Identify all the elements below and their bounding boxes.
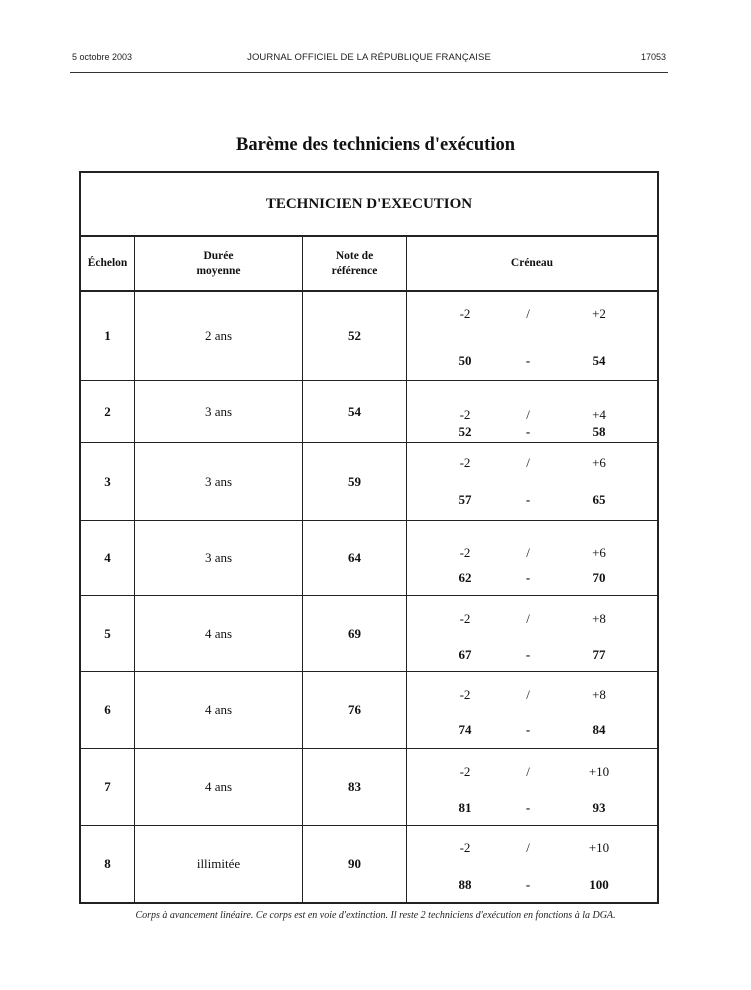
bareme-table — [79, 171, 659, 904]
cell-duree — [135, 749, 303, 825]
creneau-min: 74 — [458, 722, 472, 737]
creneau-dash: - — [525, 647, 531, 662]
creneau-offset-line — [407, 407, 657, 425]
creneau-max: 65 — [592, 492, 606, 507]
cell-creneau — [407, 826, 657, 902]
creneau-offset-line — [407, 545, 657, 563]
creneau-slash: / — [526, 764, 530, 779]
creneau-slash: / — [526, 545, 530, 560]
duree-value: 3 ans — [204, 403, 233, 419]
duree-value: 4 ans — [204, 702, 233, 717]
cell-duree — [135, 596, 303, 671]
note-value: 76 — [348, 702, 361, 717]
cell-echelon — [81, 381, 135, 442]
cell-echelon — [81, 672, 135, 748]
page-title: Barème des techniciens d'exécution — [236, 135, 515, 155]
cell-duree — [135, 292, 303, 380]
creneau-low-offset: -2 — [459, 764, 471, 779]
table-row — [81, 826, 657, 902]
cell-echelon — [81, 521, 135, 595]
echelon-value: 3 — [104, 473, 111, 489]
cell-note — [303, 292, 407, 380]
cell-creneau — [407, 521, 657, 595]
creneau-range-line — [407, 424, 657, 442]
creneau-low-offset: -2 — [459, 545, 471, 560]
creneau-range-line — [407, 800, 657, 818]
creneau-high-offset: +6 — [592, 545, 606, 560]
duree-value: 4 ans — [204, 625, 233, 641]
note-value: 83 — [348, 779, 361, 794]
echelon-value: 4 — [104, 550, 111, 565]
creneau-range-line — [407, 570, 657, 588]
creneau-min: 67 — [458, 647, 472, 662]
creneau-dash: - — [525, 424, 531, 439]
creneau-dash: - — [525, 570, 531, 585]
table-heading: TECHNICIEN D'EXECUTION — [81, 173, 657, 237]
creneau-high-offset: +8 — [592, 611, 606, 626]
cell-note — [303, 596, 407, 671]
creneau-slash: / — [526, 306, 530, 321]
cell-note — [303, 381, 407, 442]
cell-note — [303, 443, 407, 520]
creneau-slash: / — [526, 407, 530, 422]
creneau-slash: / — [526, 455, 530, 470]
duree-value: 3 ans — [204, 550, 233, 565]
creneau-min: 81 — [458, 800, 472, 815]
creneau-min: 50 — [458, 353, 472, 368]
cell-note — [303, 521, 407, 595]
duree-value: 3 ans — [204, 473, 233, 489]
creneau-dash: - — [525, 722, 531, 737]
table-row — [81, 381, 657, 443]
creneau-low-offset: -2 — [459, 306, 471, 321]
creneau-max: 100 — [589, 877, 609, 892]
creneau-range-line — [407, 492, 657, 510]
cell-echelon — [81, 749, 135, 825]
column-header-note — [303, 237, 407, 292]
creneau-offset-line — [407, 840, 657, 858]
note-value: 54 — [348, 403, 361, 419]
echelon-value: 2 — [104, 403, 111, 419]
cell-creneau — [407, 749, 657, 825]
cell-duree — [135, 672, 303, 748]
creneau-slash: / — [526, 611, 530, 626]
column-header-note-line2: référence — [331, 264, 378, 277]
cell-creneau — [407, 596, 657, 671]
creneau-max: 84 — [592, 722, 606, 737]
echelon-value: 7 — [104, 779, 111, 794]
column-header-duree-line1: Durée — [203, 249, 234, 262]
column-header-creneau — [407, 237, 657, 292]
creneau-slash: / — [526, 840, 530, 855]
cell-creneau — [407, 381, 657, 442]
cell-creneau — [407, 672, 657, 748]
creneau-max: 54 — [592, 353, 606, 368]
column-header-echelon — [81, 237, 135, 292]
table-row — [81, 749, 657, 826]
table-row — [81, 672, 657, 749]
duree-value: 4 ans — [204, 779, 233, 794]
cell-creneau — [407, 443, 657, 520]
cell-duree — [135, 826, 303, 902]
header-date: 5 octobre 2003 — [72, 52, 133, 62]
creneau-dash: - — [525, 492, 531, 507]
cell-duree — [135, 443, 303, 520]
creneau-range-line — [407, 877, 657, 895]
table-row — [81, 596, 657, 672]
creneau-high-offset: +2 — [592, 306, 606, 321]
creneau-dash: - — [525, 877, 531, 892]
creneau-min: 62 — [458, 570, 472, 585]
note-value: 69 — [348, 625, 361, 641]
creneau-low-offset: -2 — [459, 687, 471, 702]
table-row — [81, 292, 657, 381]
cell-duree — [135, 521, 303, 595]
creneau-high-offset: +10 — [588, 764, 610, 779]
creneau-offset-line — [407, 764, 657, 782]
creneau-low-offset: -2 — [459, 407, 471, 422]
creneau-min: 57 — [458, 492, 472, 507]
cell-echelon — [81, 292, 135, 380]
creneau-min: 52 — [458, 424, 472, 439]
column-header-echelon-label: Échelon — [87, 257, 128, 269]
creneau-max: 58 — [592, 424, 606, 439]
column-header-duree-line2: moyenne — [196, 264, 241, 277]
creneau-range-line — [407, 722, 657, 740]
duree-value: illimitée — [196, 856, 241, 871]
creneau-max: 77 — [592, 647, 606, 662]
duree-value: 2 ans — [204, 328, 233, 343]
creneau-high-offset: +10 — [588, 840, 610, 855]
creneau-max: 93 — [592, 800, 606, 815]
header-journal-title: JOURNAL OFFICIEL DE LA RÉPUBLIQUE FRANÇAISE — [247, 52, 491, 63]
creneau-low-offset: -2 — [459, 611, 471, 626]
creneau-high-offset: +8 — [592, 687, 606, 702]
creneau-min: 88 — [458, 877, 472, 892]
table-row — [81, 521, 657, 596]
echelon-value: 6 — [104, 702, 111, 717]
echelon-value: 8 — [104, 856, 111, 871]
cell-duree — [135, 381, 303, 442]
page-header — [72, 52, 666, 66]
cell-echelon — [81, 826, 135, 902]
echelon-value: 5 — [104, 625, 111, 641]
cell-echelon — [81, 443, 135, 520]
creneau-slash: / — [526, 687, 530, 702]
creneau-dash: - — [525, 800, 531, 815]
echelon-value: 1 — [104, 328, 111, 343]
creneau-range-line — [407, 353, 657, 371]
note-value: 64 — [348, 550, 361, 565]
note-value: 52 — [348, 328, 361, 343]
table-row — [81, 443, 657, 521]
creneau-range-line — [407, 647, 657, 665]
header-rule — [70, 72, 668, 73]
cell-note — [303, 672, 407, 748]
cell-note — [303, 749, 407, 825]
cell-echelon — [81, 596, 135, 671]
cell-creneau — [407, 292, 657, 380]
header-page-number: 17053 — [640, 52, 666, 62]
note-value: 90 — [348, 856, 361, 871]
creneau-offset-line — [407, 306, 657, 324]
cell-note — [303, 826, 407, 902]
note-value: 59 — [348, 473, 361, 489]
column-header-duree — [135, 237, 303, 292]
creneau-low-offset: -2 — [459, 840, 471, 855]
creneau-high-offset: +4 — [592, 407, 606, 422]
creneau-offset-line — [407, 455, 657, 473]
creneau-dash: - — [525, 353, 531, 368]
column-header-note-line1: Note de — [335, 249, 374, 262]
column-header-creneau-label: Créneau — [510, 257, 554, 269]
creneau-offset-line — [407, 687, 657, 705]
creneau-max: 70 — [592, 570, 606, 585]
footnote: Corps à avancement linéaire. Ce corps est en voie d'extinction. Il reste 2 techniciens d'exécution en fonctions à la DGA. — [135, 910, 616, 921]
creneau-low-offset: -2 — [459, 455, 471, 470]
creneau-offset-line — [407, 611, 657, 629]
creneau-high-offset: +6 — [592, 455, 606, 470]
